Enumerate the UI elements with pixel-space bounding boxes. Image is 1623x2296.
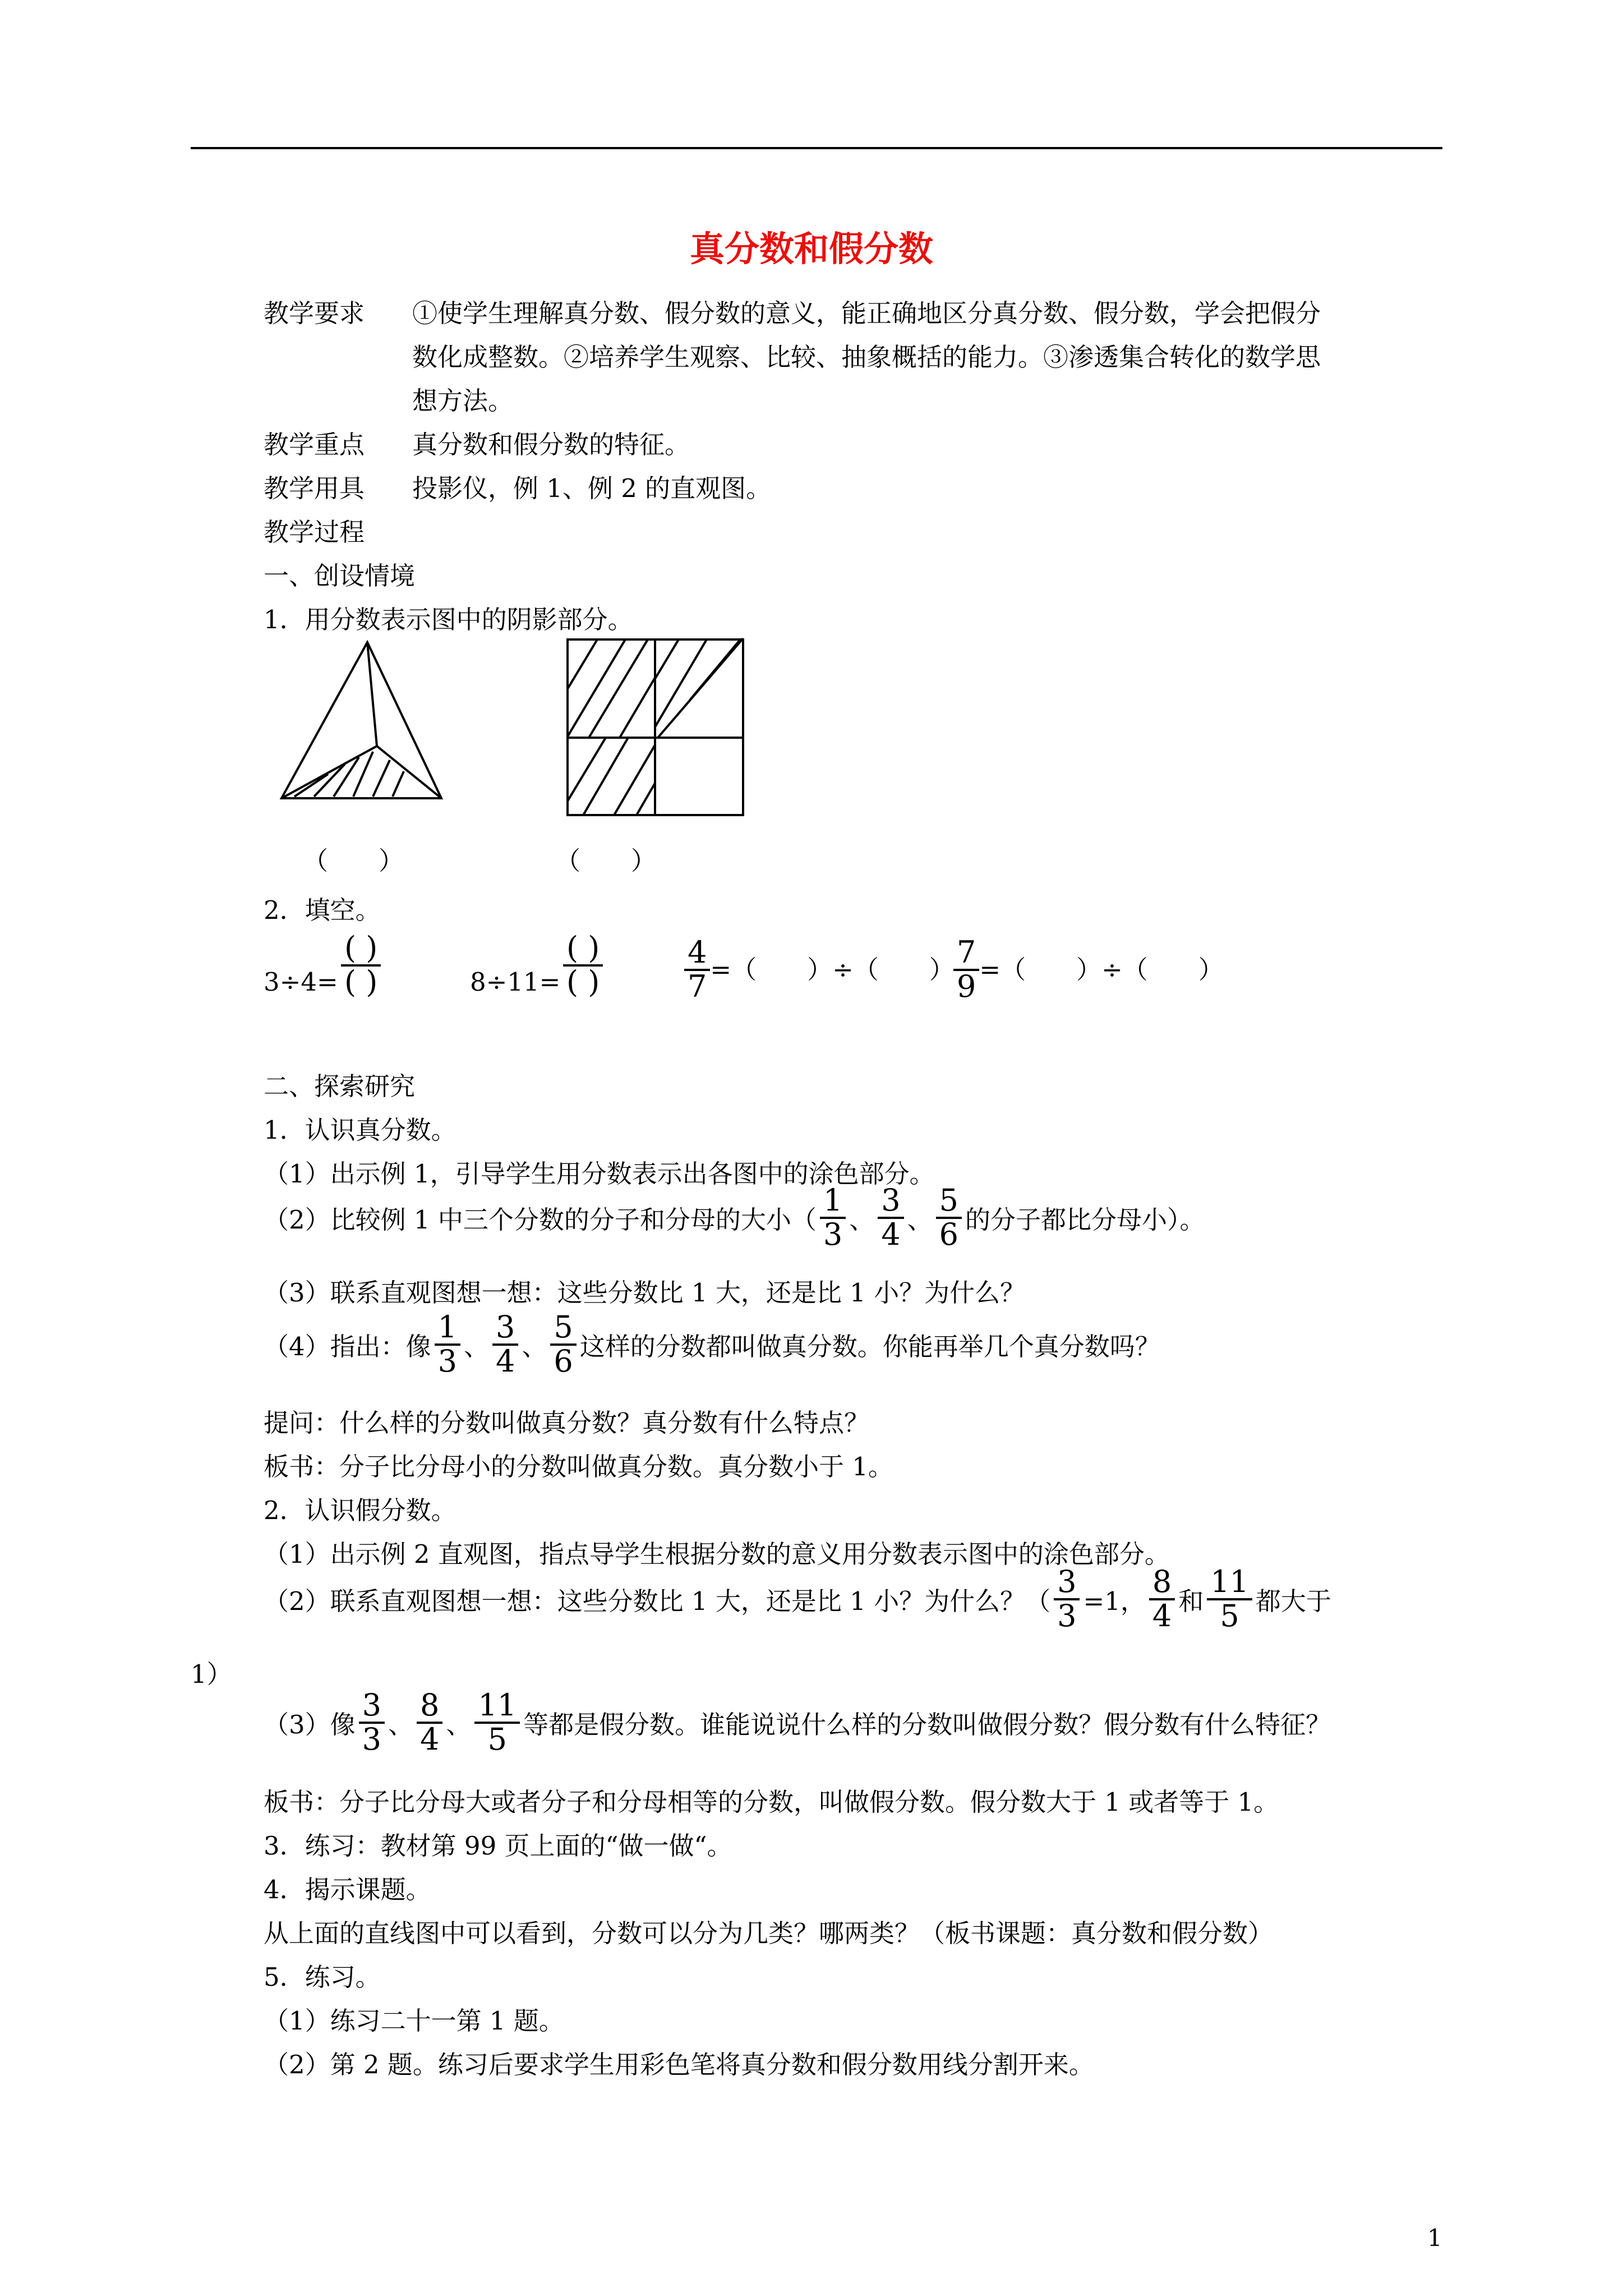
s2-2-and: 和 — [1178, 1586, 1204, 1617]
frac-numerator: 11 — [1207, 1566, 1252, 1600]
eq2-fraction[interactable] — [563, 932, 603, 998]
s2-3-post: 等都是假分数。谁能说说什么样的分数叫做假分数？假分数有什么特征？ — [523, 1710, 1331, 1740]
frac-denominator: 3 — [1057, 1598, 1077, 1634]
frac-denominator: 6 — [939, 1216, 958, 1252]
section2-s1: 1．认识真分数。 — [264, 1115, 457, 1145]
eq2-left: 8÷11= — [470, 967, 561, 997]
sep: 、 — [388, 1710, 414, 1740]
section2-s5-1: （1）练习二十一第 1 题。 — [264, 2006, 564, 2036]
eq4-tail[interactable]: =（ ）÷（ ） — [979, 955, 1224, 985]
eq4 — [953, 937, 1224, 1002]
section2-s3: 3．练习：教材第 99 页上面的“做一做“。 — [264, 1831, 732, 1861]
frac-numerator: 3 — [878, 1185, 903, 1219]
frac-numerator: 3 — [1054, 1566, 1080, 1600]
frac-denominator: 4 — [1152, 1598, 1172, 1634]
frac-denominator: 5 — [487, 1721, 507, 1757]
section2-s4: 4．揭示课题。 — [264, 1875, 431, 1904]
frac-denominator: 4 — [420, 1721, 440, 1757]
section1-heading: 一、创设情境 — [264, 561, 416, 591]
frac-numerator: 4 — [684, 937, 710, 971]
frac-numerator: 11 — [474, 1690, 520, 1724]
requirements-line-3: 想方法。 — [412, 386, 514, 416]
section2-s4-text: 从上面的直线图中可以看到，分数可以分为几类？哪两类？（板书课题：真分数和假分数） — [264, 1918, 1274, 1948]
square-answer-blank[interactable]: （ ） — [555, 846, 657, 876]
frac-denominator: 3 — [437, 1343, 457, 1379]
eq3-tail[interactable]: =（ ）÷（ ） — [710, 955, 955, 985]
sep: 、 — [446, 1710, 472, 1740]
frac-denominator: 6 — [554, 1343, 573, 1379]
section2-s1-2 — [264, 1182, 1205, 1252]
tools-label: 教学用具 — [264, 473, 365, 503]
requirements-line-2: 数化成整数。②培养学生观察、比较、抽象概括的能力。③渗透集合转化的数学思 — [412, 342, 1321, 372]
frac-numerator: 8 — [1149, 1566, 1175, 1600]
frac-numerator: 3 — [359, 1690, 385, 1724]
s1-4-post: 这样的分数都叫做真分数。你能再举几个真分数吗？ — [579, 1332, 1160, 1362]
tools-text: 投影仪，例 1、例 2 的直观图。 — [412, 473, 772, 503]
section2-s5-2: （2）第 2 题。练习后要求学生用彩色笔将真分数和假分数用线分割开来。 — [264, 2050, 1094, 2079]
eq1-denominator-blank[interactable]: ( ) — [344, 964, 378, 1000]
section2-s2-2-wrap: 1） — [191, 1659, 232, 1689]
focus-label: 教学重点 — [264, 430, 365, 459]
frac-denominator: 4 — [496, 1343, 515, 1379]
frac-numerator: 1 — [820, 1185, 846, 1219]
requirements-line-1: ①使学生理解真分数、假分数的意义，能正确地区分真分数、假分数，学会把假分 — [412, 298, 1321, 328]
process-label: 教学过程 — [264, 517, 365, 547]
s2-2-eq: =1， — [1083, 1586, 1146, 1617]
frac-numerator: 3 — [492, 1312, 518, 1346]
page-title: 真分数和假分数 — [689, 228, 933, 269]
frac-numerator: 8 — [417, 1690, 442, 1724]
frac-numerator: 7 — [953, 937, 979, 971]
sep: 、 — [522, 1332, 547, 1362]
sep: 、 — [907, 1205, 933, 1235]
requirements-label: 教学要求 — [264, 298, 365, 328]
square-figure — [566, 638, 751, 818]
section1-q1: 1．用分数表示图中的阴影部分。 — [264, 605, 633, 634]
sep: 、 — [464, 1332, 490, 1362]
section2-s2-3 — [264, 1687, 1331, 1757]
frac-denominator: 4 — [881, 1216, 901, 1252]
page-number: 1 — [1427, 2224, 1442, 2252]
section2-s5: 5．练习。 — [264, 1962, 381, 1992]
section2-s1-4 — [264, 1309, 1160, 1379]
frac-numerator: 5 — [550, 1312, 576, 1346]
eq2-denominator-blank[interactable]: ( ) — [566, 964, 600, 1000]
eq1-fraction[interactable] — [341, 932, 381, 998]
section2-ask: 提问：什么样的分数叫做真分数？真分数有什么特点？ — [264, 1408, 870, 1438]
frac-numerator: 5 — [936, 1185, 962, 1219]
header-rule — [191, 147, 1442, 149]
s2-2-pre: （2）联系直观图想一想：这些分数比 1 大，还是比 1 小？为什么？（ — [264, 1586, 1051, 1617]
eq1-numerator-blank[interactable]: ( ) — [341, 932, 381, 967]
section2-s2-1: （1）出示例 2 直观图，指点导学生根据分数的意义用分数表示图中的涂色部分。 — [264, 1539, 1170, 1569]
eq2-numerator-blank[interactable]: ( ) — [563, 932, 603, 967]
frac-denominator: 3 — [823, 1216, 843, 1252]
frac-denominator: 7 — [688, 968, 707, 1004]
sep: 、 — [849, 1205, 875, 1235]
s1-2-post: 的分子都比分母小）。 — [965, 1205, 1205, 1235]
frac-numerator: 1 — [435, 1312, 460, 1346]
s1-4-pre: （4）指出：像 — [264, 1332, 431, 1362]
s1-2-pre: （2）比较例 1 中三个分数的分子和分母的大小（ — [264, 1205, 817, 1235]
section1-q2: 2．填空。 — [264, 895, 381, 925]
s2-3-pre: （3）像 — [264, 1710, 356, 1740]
triangle-figure — [275, 639, 454, 808]
section2-s2: 2．认识假分数。 — [264, 1496, 457, 1525]
eq1-left: 3÷4= — [264, 967, 338, 997]
section2-s1-3: （3）联系直观图想一想：这些分数比 1 大，还是比 1 小？为什么？ — [264, 1278, 1026, 1308]
section2-board2: 板书：分子比分母大或者分子和分母相等的分数，叫做假分数。假分数大于 1 或者等于 1。 — [264, 1787, 1279, 1817]
frac-denominator: 9 — [957, 968, 976, 1004]
frac-denominator: 5 — [1220, 1598, 1239, 1634]
focus-text: 真分数和假分数的特征。 — [412, 430, 690, 459]
triangle-answer-blank[interactable]: （ ） — [303, 846, 404, 876]
frac-denominator: 3 — [362, 1721, 381, 1757]
section2-s2-2 — [264, 1566, 1331, 1632]
eq3 — [684, 937, 955, 1002]
section2-s1-1: （1）出示例 1，引导学生用分数表示出各图中的涂色部分。 — [264, 1159, 935, 1189]
section2-heading: 二、探索研究 — [264, 1071, 416, 1101]
s2-2-post: 都大于 — [1255, 1586, 1331, 1617]
section2-board1: 板书：分子比分母小的分数叫做真分数。真分数小于 1。 — [264, 1452, 893, 1481]
